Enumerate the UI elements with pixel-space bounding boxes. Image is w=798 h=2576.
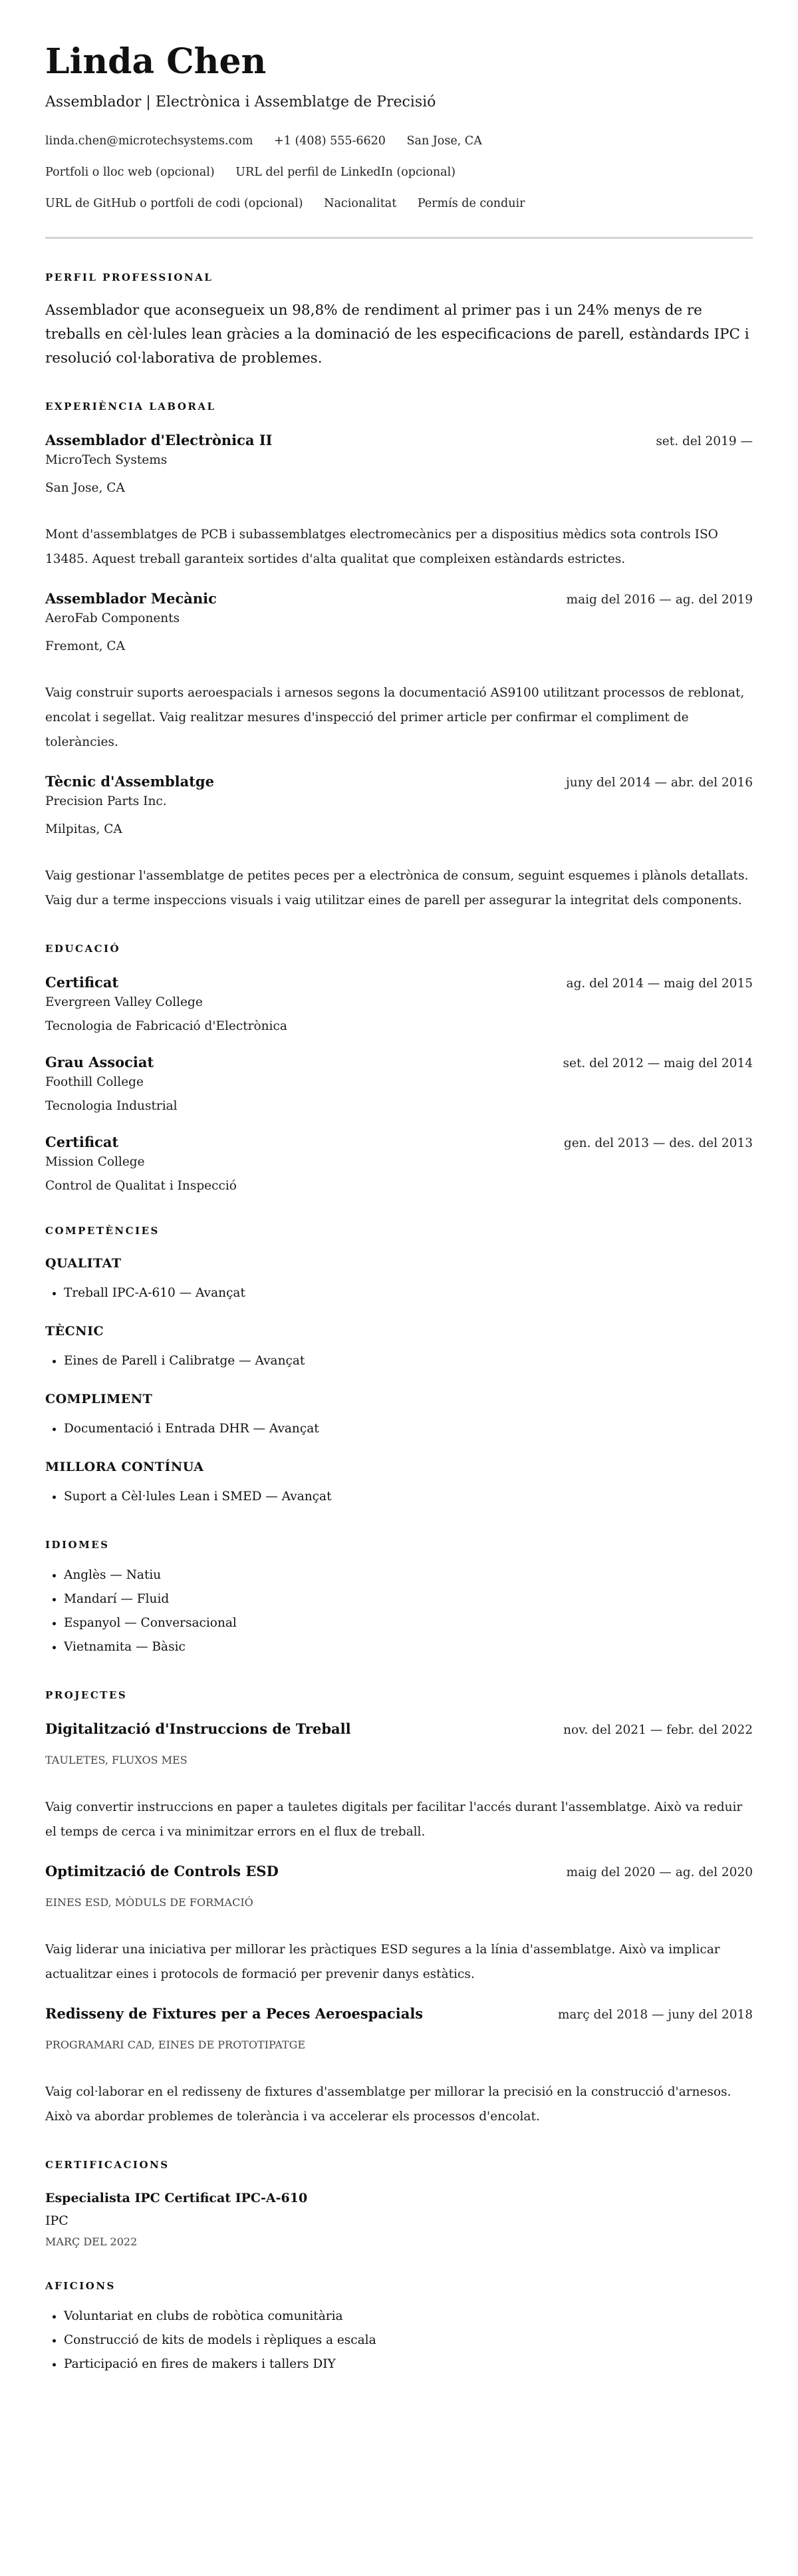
project-name: Digitalització d'Instruccions de Treball — [45, 1720, 351, 1737]
section-skills — [45, 1224, 753, 1509]
skill-category-title: TÈCNIC — [45, 1324, 104, 1339]
section-title-experience: EXPERIÈNCIA LABORAL — [45, 401, 216, 412]
project-description: Vaig liderar una iniciativa per millorar les pràctiques ESD segures a la línia d'assemblatge. Això va implicar actualitzar eines i protocols de formació per prevenir danys estàtics. — [45, 1943, 720, 1981]
project-dates: nov. del 2021 — febr. del 2022 — [563, 1723, 753, 1737]
field-of-study: Tecnologia Industrial — [45, 1099, 178, 1113]
hobby-item: • Participació en fires de makers i tallers DIY — [64, 2352, 753, 2376]
section-title-skills: COMPETÈNCIES — [45, 1225, 160, 1237]
skill-list — [45, 1417, 753, 1441]
contact-portfolio-link[interactable]: Portfoli o lloc web (opcional) — [45, 166, 215, 179]
project-tags: PROGRAMARI CAD, EINES DE PROTOTIPATGE — [45, 2038, 306, 2051]
project-name: Optimització de Controls ESD — [45, 1863, 279, 1879]
contact-row-extra — [45, 196, 753, 212]
language-list — [45, 1563, 753, 1659]
candidate-name: Linda Chen — [45, 41, 267, 82]
section-title-education: EDUCACIÓ — [45, 943, 121, 955]
job-description: Vaig gestionar l'assemblatge de petites peces per a electrònica de consum, seguint esquemes i plànols detallats. Vaig dur a terme inspeccions visuals i vaig utilitzar eines de parell per assegurar la integritat dels components. — [45, 869, 749, 907]
language-item: • Espanyol — Conversacional — [64, 1611, 753, 1635]
experience-entry — [45, 772, 753, 913]
field-of-study: Control de Qualitat i Inspecció — [45, 1179, 237, 1193]
contact-phone[interactable]: +1 (408) 555-6620 — [274, 134, 386, 148]
summary-text: Assemblador que aconsegueix un 98,8% de rendiment al primer pas i un 24% menys de re treballs en cèl·lules lean gràcies a la dominació de les especificacions de parell, estàndards IPC i resolució col·laborativa de problemes. — [45, 302, 749, 367]
contact-drivers-license: Permís de conduir — [417, 197, 525, 210]
job-dates: juny del 2014 — abr. del 2016 — [566, 776, 753, 790]
contact-github-link[interactable]: URL de GitHub o portfoli de codi (opcional) — [45, 197, 303, 210]
field-of-study: Tecnologia de Fabricació d'Electrònica — [45, 1019, 287, 1033]
skill-category-title: MILLORA CONTÍNUA — [45, 1460, 204, 1474]
contact-row-primary — [45, 133, 753, 149]
degree-title: Certificat — [45, 974, 119, 991]
job-company: MicroTech Systems — [45, 453, 168, 467]
school-name: Foothill College — [45, 1075, 144, 1089]
education-entry — [45, 973, 753, 1035]
skill-category-title: QUALITAT — [45, 1256, 122, 1271]
education-dates: set. del 2012 — maig del 2014 — [563, 1056, 753, 1070]
section-education — [45, 942, 753, 1195]
job-title: Assemblador d'Electrònica II — [45, 432, 273, 448]
school-name: Mission College — [45, 1155, 145, 1169]
hobby-list — [45, 2305, 753, 2376]
job-company: Precision Parts Inc. — [45, 794, 167, 808]
job-company: AeroFab Components — [45, 611, 180, 625]
skill-item: • Documentació i Entrada DHR — Avançat — [64, 1417, 753, 1441]
section-title-languages: IDIOMES — [45, 1539, 110, 1551]
education-entry — [45, 1052, 753, 1115]
experience-entry — [45, 589, 753, 754]
project-tags: EINES ESD, MÒDULS DE FORMACIÓ — [45, 1896, 253, 1909]
section-title-hobbies: AFICIONS — [45, 2280, 116, 2292]
skill-list — [45, 1485, 753, 1509]
skill-item: • Suport a Cèl·lules Lean i SMED — Avançat — [64, 1485, 753, 1509]
project-dates: març del 2018 — juny del 2018 — [557, 2008, 753, 2022]
experience-entry — [45, 430, 753, 571]
job-description: Mont d'assemblatges de PCB i subassemblatges electromecànics per a dispositius mèdics sota controls ISO 13485. Aquest treball garanteix sortides d'alta qualitat que compleixen estàndards estrictes. — [45, 528, 718, 566]
job-title: Tècnic d'Assemblatge — [45, 773, 214, 790]
section-title-certifications: CERTIFICACIONS — [45, 2159, 170, 2171]
job-dates: maig del 2016 — ag. del 2019 — [566, 593, 753, 607]
section-title-projects: PROJECTES — [45, 1689, 128, 1701]
skill-list — [45, 1281, 753, 1305]
skill-item: • Treball IPC-A-610 — Avançat — [64, 1281, 753, 1305]
job-location: San Jose, CA — [45, 481, 125, 495]
certification-entry — [45, 2189, 753, 2250]
language-item: • Vietnamita — Bàsic — [64, 1635, 753, 1659]
project-dates: maig del 2020 — ag. del 2020 — [566, 1865, 753, 1879]
project-entry — [45, 1861, 753, 1987]
section-projects — [45, 1689, 753, 2129]
skill-item: • Eines de Parell i Calibratge — Avançat — [64, 1349, 753, 1373]
job-dates: set. del 2019 — — [656, 434, 753, 448]
skill-category-title: COMPLIMENT — [45, 1392, 153, 1406]
job-location: Milpitas, CA — [45, 822, 122, 836]
project-description: Vaig convertir instruccions en paper a tauletes digitals per facilitar l'accés durant l'assemblatge. Això va reduir el temps de cerca i va minimitzar errors en el flux de treball. — [45, 1800, 743, 1839]
education-dates: gen. del 2013 — des. del 2013 — [563, 1136, 753, 1150]
header-divider — [45, 237, 753, 239]
degree-title: Grau Associat — [45, 1054, 154, 1070]
certification-name: Especialista IPC Certificat IPC-A-610 — [45, 2191, 308, 2205]
section-languages — [45, 1538, 753, 1659]
job-title: Assemblador Mecànic — [45, 590, 217, 607]
contact-row-links — [45, 164, 753, 180]
project-entry — [45, 1719, 753, 1844]
section-certifications — [45, 2158, 753, 2250]
skill-list — [45, 1349, 753, 1373]
contact-linkedin-link[interactable]: URL del perfil de LinkedIn (opcional) — [235, 166, 456, 179]
job-location: Fremont, CA — [45, 639, 125, 653]
degree-title: Certificat — [45, 1134, 119, 1150]
education-dates: ag. del 2014 — maig del 2015 — [566, 977, 753, 991]
language-item: • Mandarí — Fluid — [64, 1587, 753, 1611]
job-description: Vaig construir suports aeroespacials i arnesos segons la documentació AS9100 utilitzant processos de reblonat, encolat i segellat. Vaig realitzar mesures d'inspecció del primer article per confirmar el compliment de toleràncies. — [45, 686, 745, 749]
project-name: Redisseny de Fixtures per a Peces Aeroespacials — [45, 2005, 424, 2022]
certification-date: MARÇ DEL 2022 — [45, 2235, 138, 2248]
section-summary — [45, 271, 753, 371]
certification-issuer: IPC — [45, 2213, 68, 2228]
section-title-summary: PERFIL PROFESSIONAL — [45, 271, 213, 283]
project-tags: TAULETES, FLUXOS MES — [45, 1754, 188, 1766]
contact-nationality: Nacionalitat — [324, 197, 397, 210]
candidate-headline: Assemblador | Electrònica i Assemblatge de Precisió — [45, 94, 436, 110]
project-entry — [45, 2004, 753, 2129]
hobby-item: • Voluntariat en clubs de robòtica comunitària — [64, 2305, 753, 2329]
project-description: Vaig col·laborar en el redisseny de fixtures d'assemblatge per millorar la precisió en la construcció d'arnesos. Això va abordar problemes de tolerància i va accelerar els processos d'encolat. — [45, 2085, 732, 2124]
contact-email[interactable]: linda.chen@microtechsystems.com — [45, 134, 253, 148]
contact-location: San Jose, CA — [406, 134, 482, 148]
education-entry — [45, 1132, 753, 1195]
hobby-item: • Construcció de kits de models i rèpliques a escala — [64, 2329, 753, 2352]
section-experience — [45, 400, 753, 913]
resume-header — [45, 39, 753, 239]
school-name: Evergreen Valley College — [45, 995, 203, 1009]
section-hobbies — [45, 2279, 753, 2376]
language-item: • Anglès — Natiu — [64, 1563, 753, 1587]
